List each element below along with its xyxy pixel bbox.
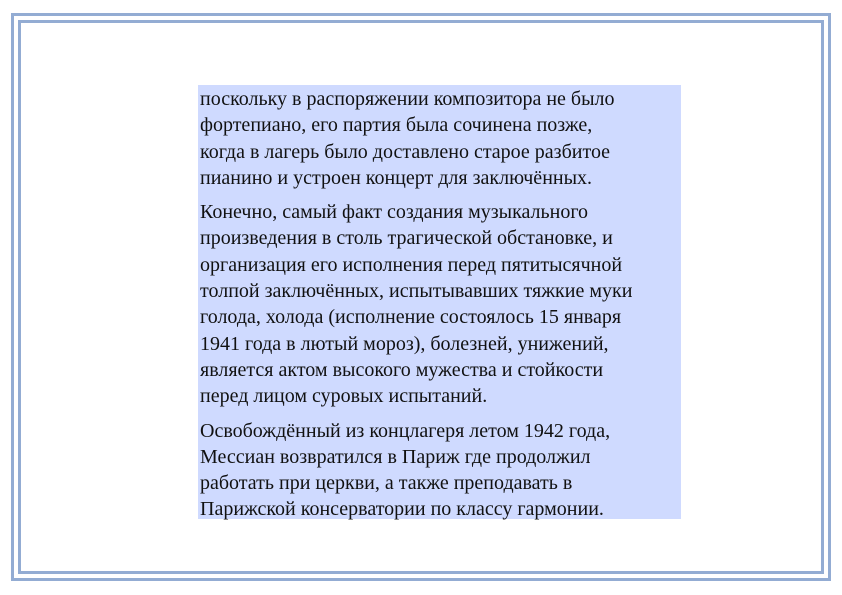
paragraph-1: поскольку в распоряжении композитора не было фортепиано, его партия была сочинена позже, когда в лагерь было доставлено старое разбитое пианино и устроен концерт для заключённых. <box>200 88 615 189</box>
paragraph-3: Освобождённый из концлагеря летом 1942 года, Мессиан возвратился в Париж где продолжил работать при церкви, а также преподавать в Парижской консерватории по классу гармонии. <box>200 419 611 521</box>
text-block <box>198 85 681 519</box>
paragraph-2: Конечно, самый факт создания музыкального произведения в столь трагической обстановке, и организация его исполнения перед пятитысячной толпой заключённых, испытывавших тяжкие муки голода, холода (исполнение состоялось 15 января 1941 года в лютый мороз), болезней, унижений, является актом высокого мужества и стойкости перед лицом суровых испытаний. <box>200 201 633 408</box>
